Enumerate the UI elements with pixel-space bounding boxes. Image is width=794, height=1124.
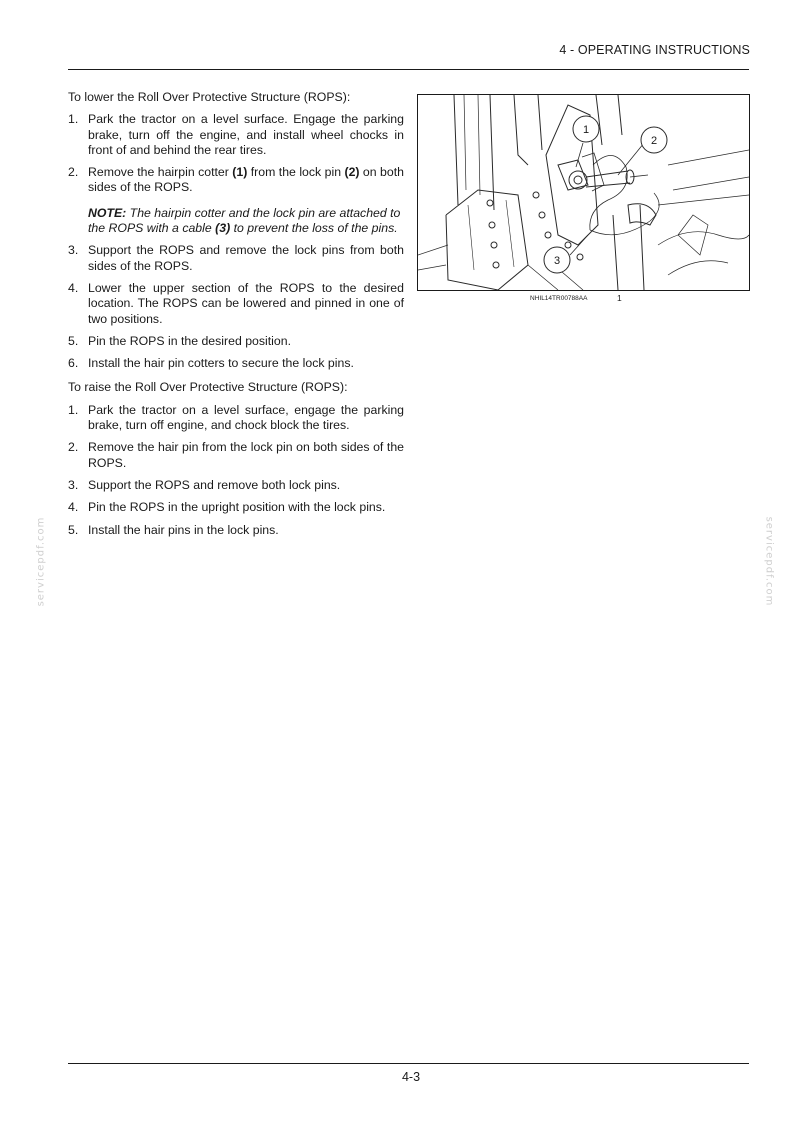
- page-header-title: 4 - OPERATING INSTRUCTIONS: [559, 43, 750, 57]
- step-text: [88, 165, 404, 194]
- list-item: [68, 523, 404, 538]
- figure-code: NHIL14TR00788AA: [530, 295, 588, 302]
- watermark-right: servicepdf.com: [763, 516, 775, 607]
- step-text: Install the hair pins in the lock pins.: [88, 522, 279, 537]
- list-item: [68, 440, 404, 471]
- step-number: 3.: [68, 243, 79, 258]
- step-text: Install the hair pin cotters to secure the lock pins.: [88, 356, 354, 371]
- callout-1-label: 1: [582, 124, 590, 136]
- watermark-left: servicepdf.com: [35, 516, 47, 607]
- step-text-part: from the lock pin: [247, 165, 345, 180]
- lower-rops-intro: To lower the Roll Over Protective Structure (ROPS):: [68, 90, 351, 104]
- step-text: Park the tractor on a level surface. Engage the parking brake, turn off the engine, and install wheel chocks in front of and behind the rear tires.: [88, 112, 404, 157]
- step-number: 3.: [68, 477, 79, 492]
- step-number: 1.: [68, 112, 79, 127]
- step-number: 1.: [68, 402, 79, 417]
- footer-rule: [68, 1063, 749, 1064]
- callout-3-label: 3: [553, 255, 561, 267]
- step-text: Remove the hair pin from the lock pin on both sides of the ROPS.: [88, 440, 404, 470]
- step-text: Lower the upper section of the ROPS to the desired location. The ROPS can be lowered and pinned in one of two positions.: [88, 280, 404, 326]
- list-item: [68, 356, 404, 371]
- step-number: 4.: [68, 280, 79, 295]
- list-item: [68, 403, 404, 434]
- figure-number: 1: [617, 293, 622, 303]
- step-text: Support the ROPS and remove both lock pins.: [88, 477, 341, 492]
- list-item: [68, 243, 404, 274]
- step-text: Pin the ROPS in the upright position with the lock pins.: [88, 500, 386, 515]
- list-item: [68, 165, 404, 236]
- list-item: [68, 500, 404, 515]
- callout-ref-2: (2): [344, 165, 360, 180]
- step-text: Support the ROPS and remove the lock pins from both sides of the ROPS.: [88, 243, 404, 273]
- callout-ref-3: (3): [215, 221, 231, 236]
- step-text: Pin the ROPS in the desired position.: [88, 333, 292, 348]
- header-rule: [68, 69, 749, 70]
- raise-rops-steps: [68, 403, 404, 538]
- step-number: 2.: [68, 165, 79, 180]
- step-text-part: Remove the hairpin cotter: [88, 165, 233, 180]
- rops-lock-pin-illustration: [417, 94, 750, 291]
- step-number: 5.: [68, 333, 79, 348]
- page-number: 4-3: [401, 1070, 421, 1084]
- step-number: 5.: [68, 522, 79, 537]
- step-number: 2.: [68, 440, 79, 455]
- step-text-part: on both sides of the ROPS.: [88, 165, 404, 195]
- lower-rops-steps: [68, 112, 404, 371]
- note-block: [88, 206, 404, 237]
- note-label: NOTE:: [88, 205, 127, 220]
- note-text: to prevent the loss of the pins.: [230, 221, 398, 236]
- callout-ref-1: (1): [232, 165, 248, 180]
- step-number: 4.: [68, 500, 79, 515]
- rops-line-drawing: [418, 95, 749, 290]
- step-number: 6.: [68, 356, 79, 371]
- raise-rops-intro: To raise the Roll Over Protective Structure (ROPS):: [68, 380, 348, 395]
- list-item: [68, 281, 404, 327]
- step-text: Park the tractor on a level surface, engage the parking brake, turn off engine, and chock block the tires.: [88, 402, 404, 433]
- callout-2-label: 2: [650, 135, 658, 147]
- list-item: [68, 112, 404, 158]
- list-item: [68, 478, 404, 493]
- list-item: [68, 334, 404, 349]
- instructions-column: [68, 90, 404, 547]
- note-text: The hairpin cotter and the lock pin are attached to the ROPS with a cable: [88, 205, 401, 236]
